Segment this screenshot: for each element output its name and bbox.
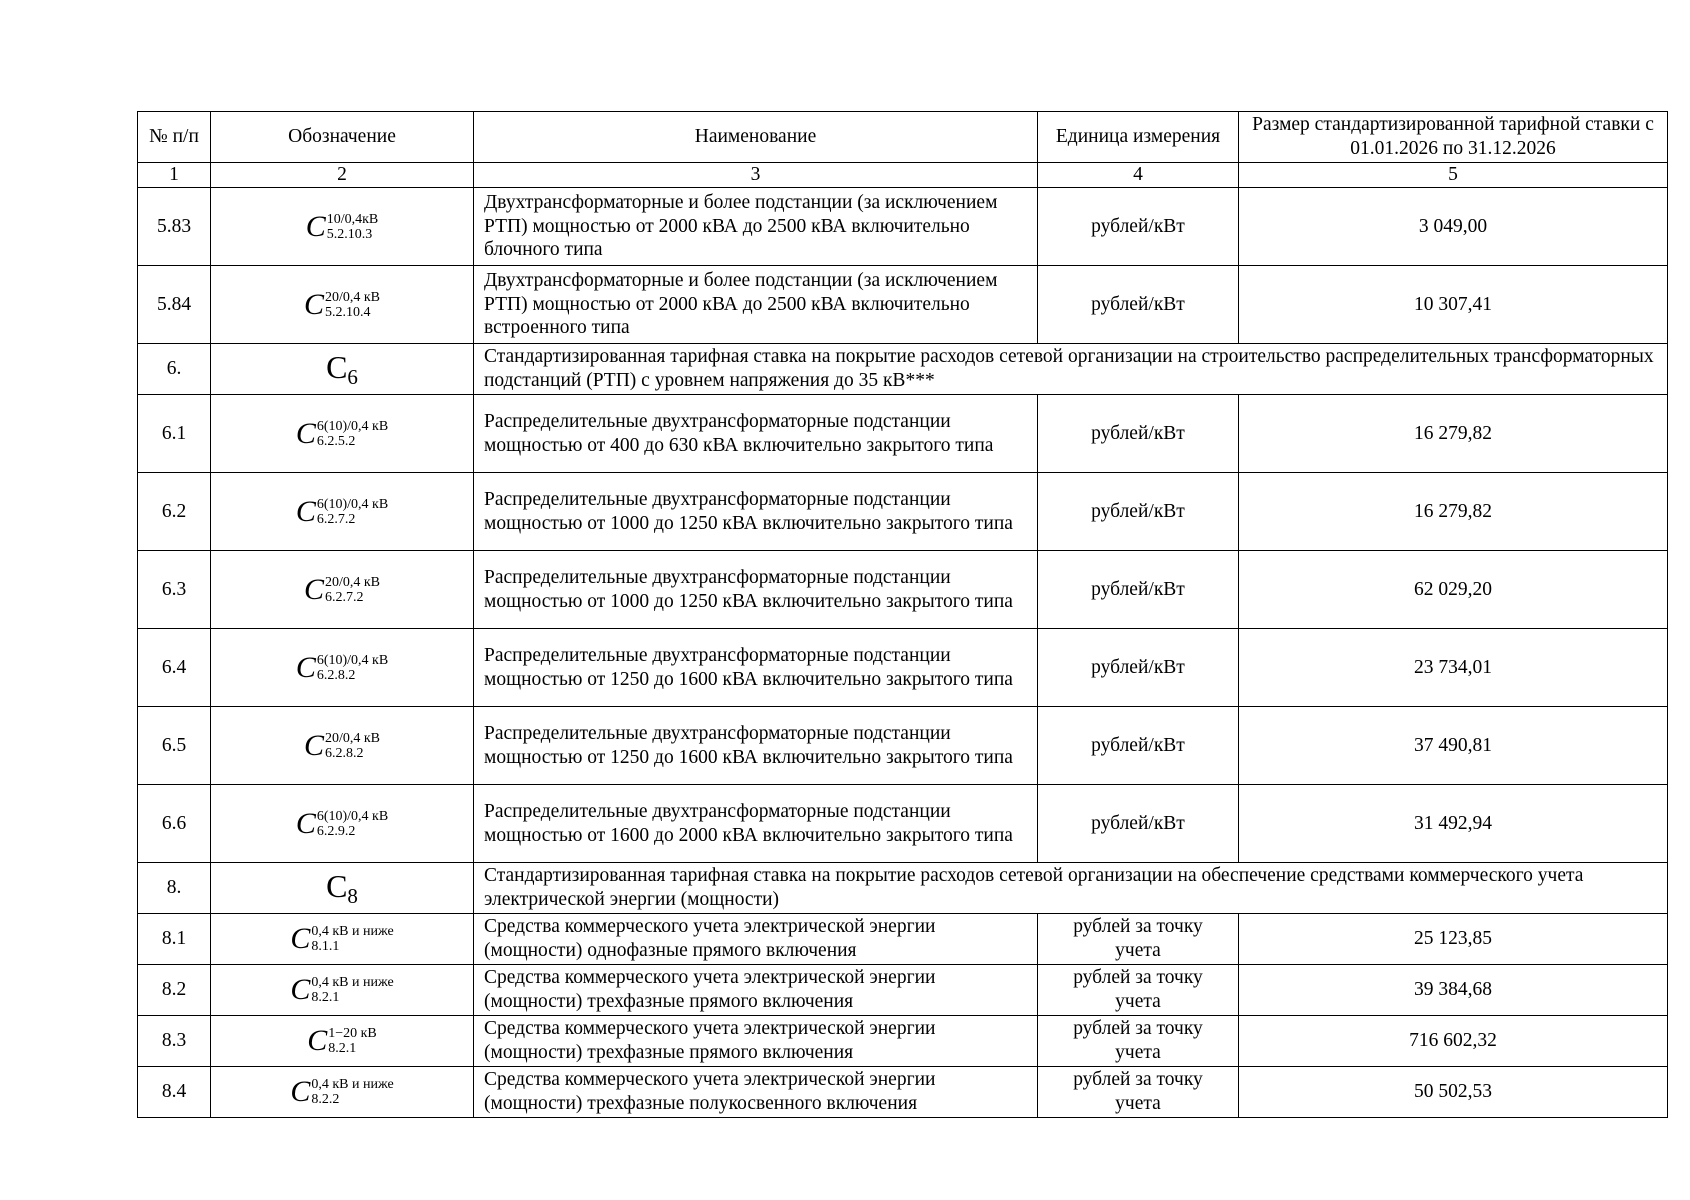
row-number: 8. [138,863,211,914]
row-number: 8.2 [138,965,211,1016]
symbol-superscript: 10/0,4кВ [326,211,379,227]
column-number: 5 [1239,163,1668,188]
header-designation: Обозначение [211,112,474,163]
symbol-superscript: 6(10)/0,4 кВ [316,808,389,824]
row-unit: рублей/кВт [1038,188,1239,266]
row-number: 6.3 [138,551,211,629]
row-name: Распределительные двухтрансформаторные подстанции мощностью от 400 до 630 кВА включительно закрытого типа [474,395,1038,473]
symbol-superscript: 0,4 кВ и ниже [311,975,394,990]
row-name: Распределительные двухтрансформаторные подстанции мощностью от 1250 до 1600 кВА включительно закрытого типа [474,707,1038,785]
row-unit: рублей/кВт [1038,707,1239,785]
table-row [138,785,1668,863]
row-number: 6.5 [138,707,211,785]
table-row [138,1016,1668,1067]
table-row [138,965,1668,1016]
row-designation [211,344,474,395]
row-number: 6.6 [138,785,211,863]
table-row [138,707,1668,785]
row-unit: рублей/кВт [1038,785,1239,863]
symbol-subscript: 6.2.8.2 [324,745,364,761]
symbol-subscript: 6.2.8.2 [316,667,356,683]
row-number: 8.4 [138,1067,211,1118]
section-title: Стандартизированная тарифная ставка на покрытие расходов сетевой организации на обеспечение средствами коммерческого учета электрической энергии (мощности) [474,863,1668,914]
row-designation [211,629,474,707]
row-unit: рублей за точку учета [1038,1016,1239,1067]
table-row [138,914,1668,965]
header-num: № п/п [138,112,211,163]
row-value: 10 307,41 [1239,266,1668,344]
column-numbers-row [138,163,1668,188]
header-name: Наименование [474,112,1038,163]
row-designation [211,785,474,863]
symbol-subscript: 5.2.10.4 [324,304,371,320]
symbol-subscript: 6.2.9.2 [316,823,356,839]
table-row [138,473,1668,551]
rate-symbol: C 0,4 кВ и ниже 8.2.2 [290,1075,394,1108]
symbol-subscript: 8.2.2 [311,1092,340,1107]
row-number: 6.1 [138,395,211,473]
table-row [138,1067,1668,1118]
row-name: Распределительные двухтрансформаторные подстанции мощностью от 1600 до 2000 кВА включительно закрытого типа [474,785,1038,863]
table-row [138,629,1668,707]
row-designation [211,965,474,1016]
column-number: 3 [474,163,1038,188]
row-number: 6.4 [138,629,211,707]
rate-symbol: C 0,4 кВ и ниже 8.2.1 [290,973,394,1006]
row-number: 5.84 [138,266,211,344]
row-name: Средства коммерческого учета электрической энергии (мощности) трехфазные прямого включения [474,965,1038,1016]
row-designation [211,914,474,965]
row-name: Распределительные двухтрансформаторные подстанции мощностью от 1250 до 1600 кВА включительно закрытого типа [474,629,1038,707]
row-designation [211,473,474,551]
rate-symbol: C 6(10)/0,4 кВ 6.2.7.2 [295,494,389,528]
row-value: 16 279,82 [1239,473,1668,551]
row-value: 16 279,82 [1239,395,1668,473]
row-designation [211,707,474,785]
row-value: 50 502,53 [1239,1067,1668,1118]
rate-symbol: C 20/0,4 кВ 5.2.10.4 [303,287,381,321]
row-unit: рублей/кВт [1038,551,1239,629]
rate-symbol: C 6(10)/0,4 кВ 6.2.8.2 [295,650,389,684]
row-number: 8.3 [138,1016,211,1067]
row-name: Двухтрансформаторные и более подстанции (за исключением РТП) мощностью от 2000 кВА до 2500 кВА включительно встроенного типа [474,266,1038,344]
table-header-row [138,112,1668,163]
row-designation [211,266,474,344]
row-unit: рублей/кВт [1038,395,1239,473]
row-number: 8.1 [138,914,211,965]
row-number: 6.2 [138,473,211,551]
symbol-superscript: 6(10)/0,4 кВ [316,496,389,512]
symbol-subscript: 8.2.1 [311,990,340,1005]
row-name: Двухтрансформаторные и более подстанции (за исключением РТП) мощностью от 2000 кВА до 2500 кВА включительно блочного типа [474,188,1038,266]
row-unit: рублей/кВт [1038,473,1239,551]
rate-symbol: C 20/0,4 кВ 6.2.8.2 [303,728,381,762]
row-value: 3 049,00 [1239,188,1668,266]
symbol-subscript: 6.2.7.2 [316,511,356,527]
table-row [138,188,1668,266]
rate-symbol: C 20/0,4 кВ 6.2.7.2 [303,572,381,606]
row-designation [211,551,474,629]
row-value: 31 492,94 [1239,785,1668,863]
tariff-table [137,111,1668,1118]
symbol-superscript: 0,4 кВ и ниже [311,924,394,939]
row-name: Средства коммерческого учета электрической энергии (мощности) трехфазные полукосвенного включения [474,1067,1038,1118]
rate-symbol: C 10/0,4кВ 5.2.10.3 [305,209,379,243]
column-number: 1 [138,163,211,188]
column-number: 4 [1038,163,1239,188]
row-value: 716 602,32 [1239,1016,1668,1067]
row-designation [211,395,474,473]
row-number: 5.83 [138,188,211,266]
row-designation [211,1016,474,1067]
row-value: 39 384,68 [1239,965,1668,1016]
rate-symbol: C 6(10)/0,4 кВ 6.2.5.2 [295,416,389,450]
row-value: 62 029,20 [1239,551,1668,629]
row-name: Средства коммерческого учета электрической энергии (мощности) однофазные прямого включения [474,914,1038,965]
symbol-superscript: 20/0,4 кВ [324,289,381,305]
symbol-superscript: 6(10)/0,4 кВ [316,652,389,668]
row-value: 23 734,01 [1239,629,1668,707]
section-symbol: $C_6$ [326,348,358,389]
row-number: 6. [138,344,211,395]
symbol-subscript: 8.1.1 [311,939,340,954]
symbol-subscript: 6.2.5.2 [316,433,356,449]
row-unit: рублей/кВт [1038,629,1239,707]
row-unit: рублей/кВт [1038,266,1239,344]
row-designation [211,863,474,914]
section-row [138,863,1668,914]
row-designation [211,1067,474,1118]
symbol-superscript: 20/0,4 кВ [324,574,381,590]
table-row [138,266,1668,344]
symbol-superscript: 6(10)/0,4 кВ [316,418,389,434]
symbol-subscript: 8.2.1 [328,1041,357,1056]
row-value: 37 490,81 [1239,707,1668,785]
row-unit: рублей за точку учета [1038,965,1239,1016]
section-row [138,344,1668,395]
table-row [138,551,1668,629]
row-name: Распределительные двухтрансформаторные подстанции мощностью от 1000 до 1250 кВА включительно закрытого типа [474,551,1038,629]
symbol-superscript: 1−20 кВ [328,1026,377,1041]
section-symbol: $C_8$ [326,867,358,908]
symbol-superscript: 0,4 кВ и ниже [311,1077,394,1092]
column-number: 2 [211,163,474,188]
row-designation [211,188,474,266]
rate-symbol: C 1−20 кВ 8.2.1 [307,1024,377,1057]
table-row [138,395,1668,473]
row-unit: рублей за точку учета [1038,1067,1239,1118]
row-value: 25 123,85 [1239,914,1668,965]
section-title: Стандартизированная тарифная ставка на покрытие расходов сетевой организации на строительство распределительных трансформаторных подстанций (РТП) с уровнем напряжения до 35 кВ*** [474,344,1668,395]
header-unit: Единица измерения [1038,112,1239,163]
symbol-subscript: 5.2.10.3 [326,226,373,242]
row-name: Средства коммерческого учета электрической энергии (мощности) трехфазные прямого включения [474,1016,1038,1067]
symbol-superscript: 20/0,4 кВ [324,730,381,746]
rate-symbol: C 0,4 кВ и ниже 8.1.1 [290,922,394,955]
symbol-subscript: 6.2.7.2 [324,589,364,605]
rate-symbol: C 6(10)/0,4 кВ 6.2.9.2 [295,806,389,840]
header-rate: Размер стандартизированной тарифной ставки с 01.01.2026 по 31.12.2026 [1239,112,1668,163]
row-unit: рублей за точку учета [1038,914,1239,965]
row-name: Распределительные двухтрансформаторные подстанции мощностью от 1000 до 1250 кВА включительно закрытого типа [474,473,1038,551]
